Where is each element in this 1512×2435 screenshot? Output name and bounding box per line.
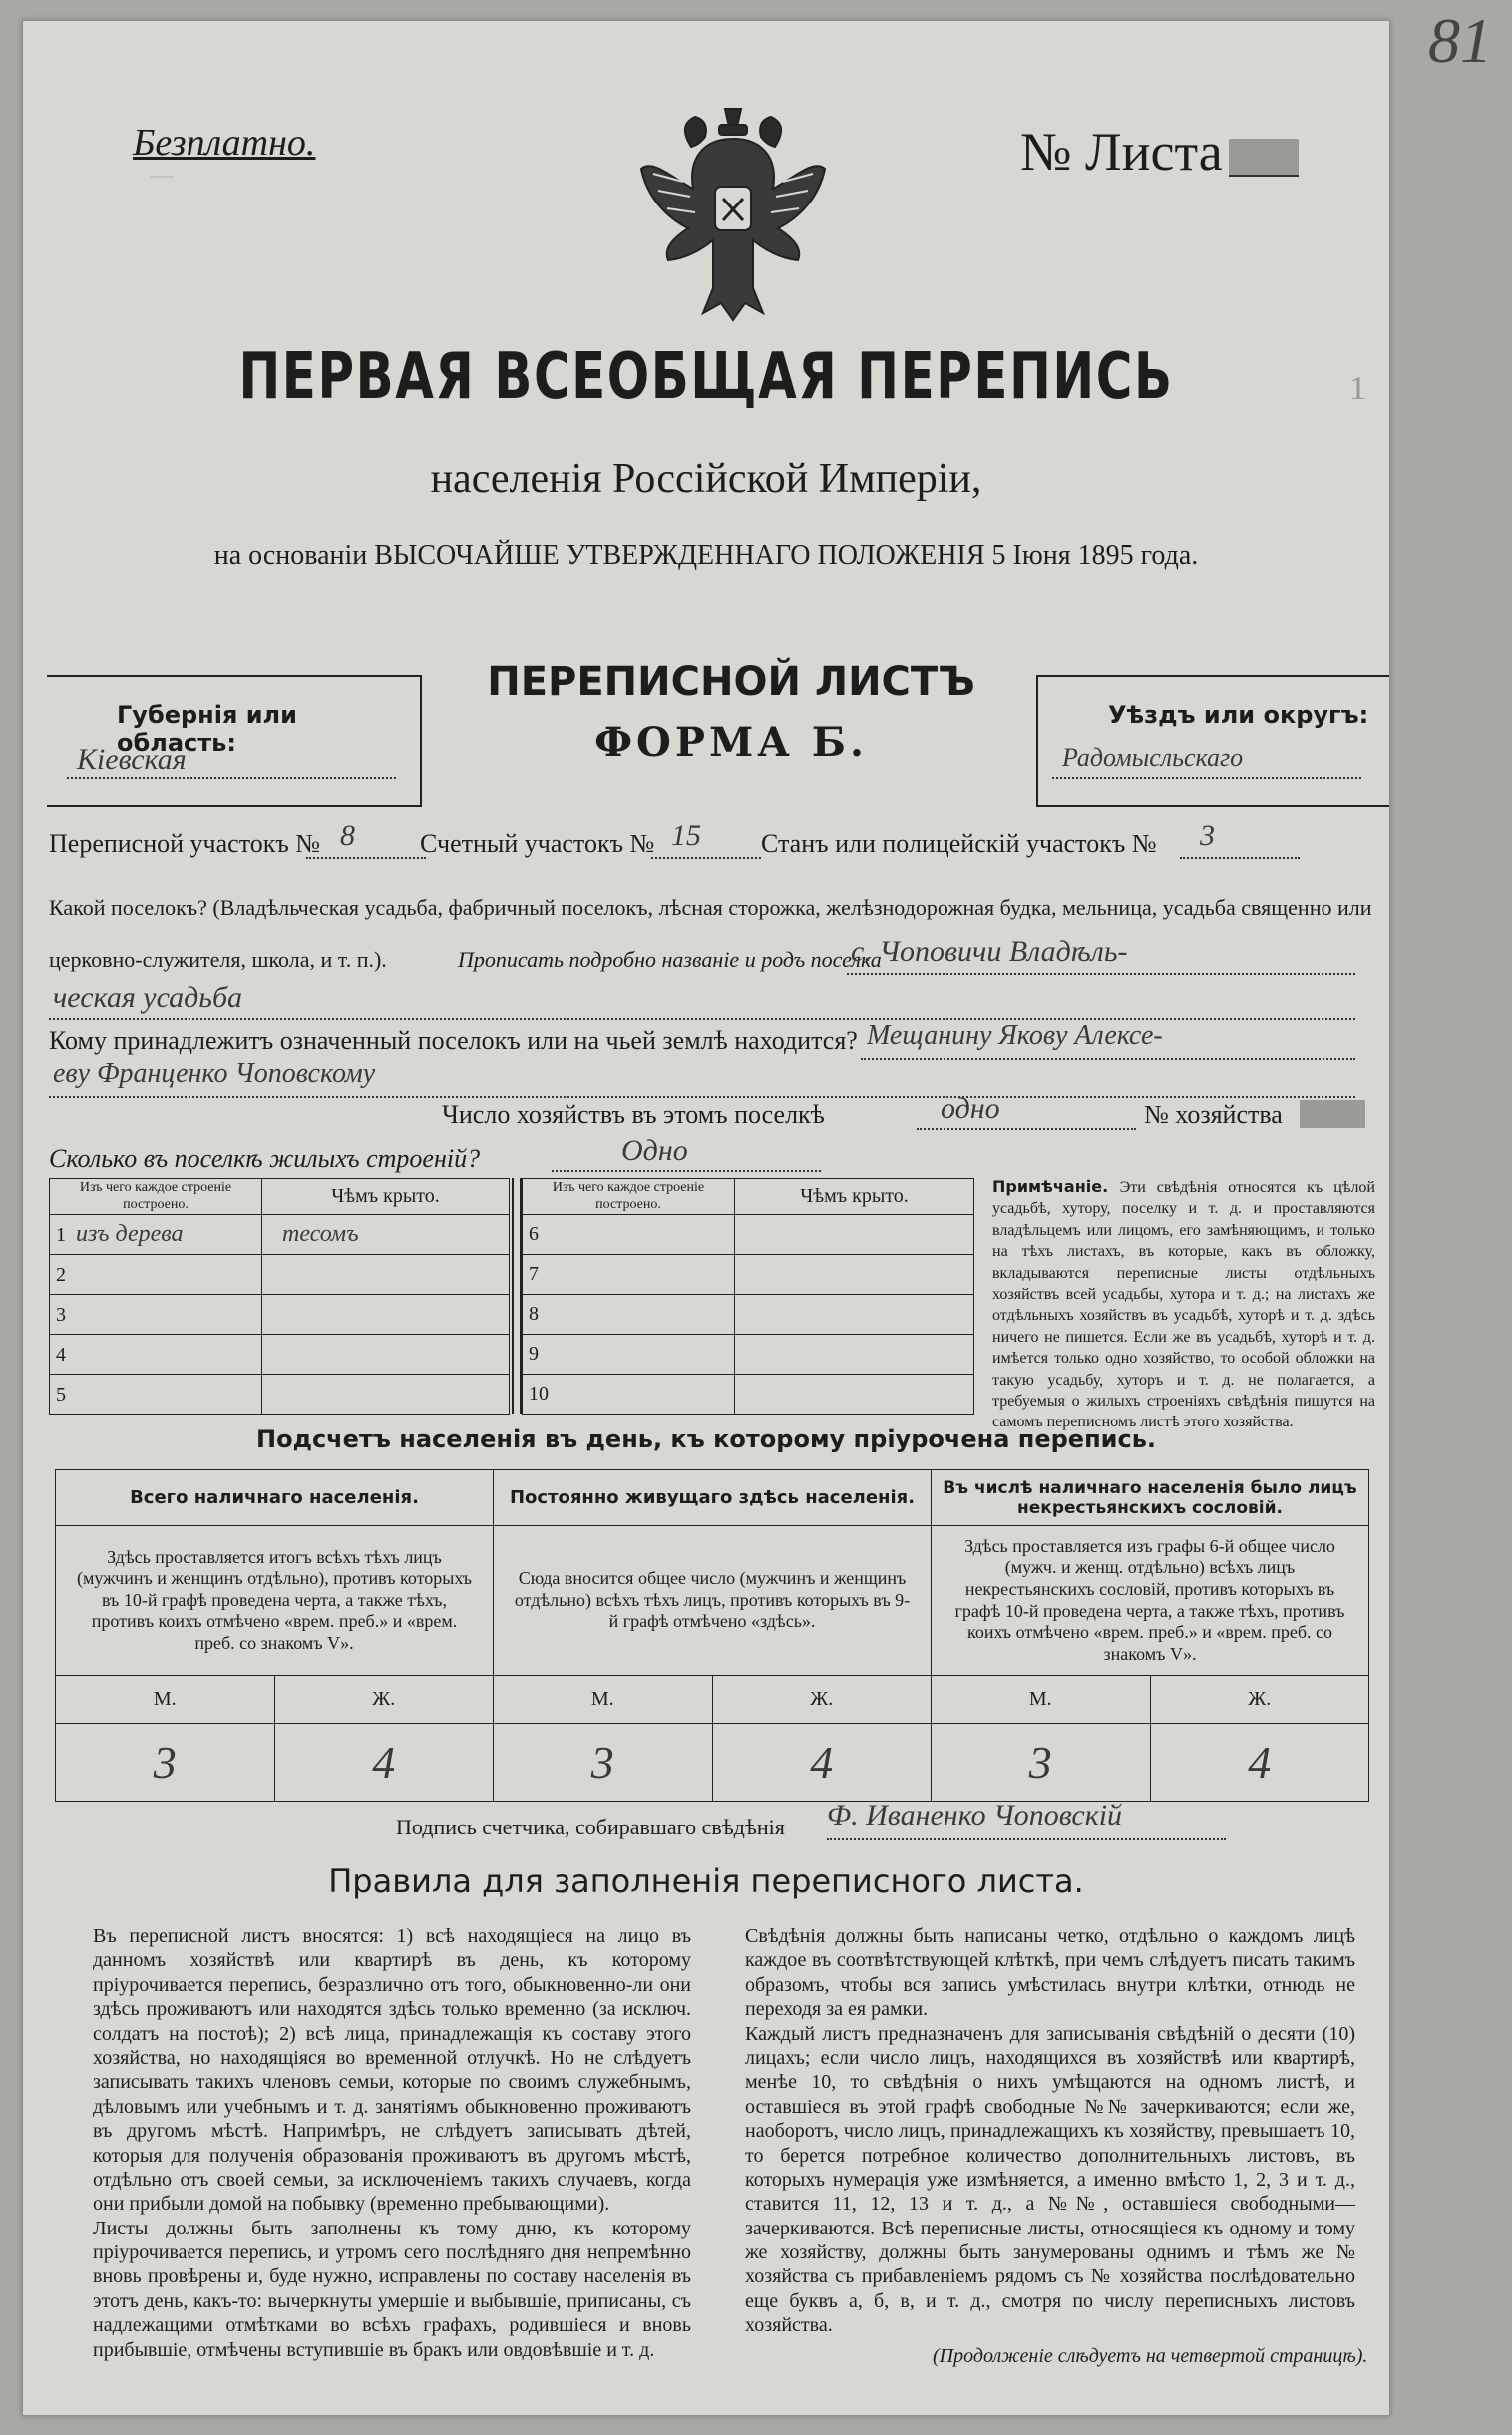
- census-section-value: 8: [340, 819, 355, 852]
- count-col2-text: Сюда вносится общее число (мужчинъ и женщинъ отдѣльно) всѣхъ тѣхъ лицъ, противъ которыхъ въ 9-й графѣ отмѣчено «здѣсь».: [494, 1526, 932, 1676]
- households-label: Число хозяйствъ въ этомъ поселкѣ: [442, 1100, 825, 1129]
- counting-section-label: Счетный участокъ №: [420, 829, 655, 858]
- census-section-line: [306, 857, 426, 859]
- building-row: [523, 1255, 974, 1295]
- count-value: 4: [712, 1724, 932, 1802]
- building-roof-value: [262, 1255, 510, 1295]
- bleed-through-text: —: [151, 162, 173, 187]
- building-row: [50, 1215, 510, 1255]
- building-roof-cell: [735, 1335, 974, 1375]
- province-label: Губернія или область:: [117, 701, 297, 757]
- owner-line-2: [49, 1096, 1355, 1098]
- count-value: 3: [56, 1724, 275, 1802]
- owner-value-1: Мещанину Якову Алексе-: [867, 1020, 1163, 1051]
- rules-left-column: Въ переписной листъ вносятся: 1) всѣ находящіеся на лицо въ данномъ хозяйствѣ или квартирѣ въ день, къ которому пріурочивается перепись, безразлично отъ того, обыкновенно-ли они здѣсь проживаютъ или находятся здѣсь только временно (за исключ. солдатъ на постоѣ); 2) всѣ лица, принадлежащія къ составу этого хозяйства, но находящіяся во временной отлучкѣ. Но не слѣдуетъ записывать такихъ членовъ семьи, которые по своимъ служебнымъ, дѣловымъ или учебнымъ и т. д. занятіямъ обыкновенно проживаютъ въ другомъ мѣстѣ. Напримѣръ, не слѣдуетъ записывать дѣтей, которыя для полученія образованія проживаютъ въ другомъ мѣстѣ, отдѣльно отъ своей семьи, за исключеніемъ такихъ случаевъ, когда они прибыли домой на побывку (временно пребывающими). Листы должны быть заполнены къ тому дню, къ которому пріурочивается перепись, и утромъ сего послѣдняго дня непремѣнно вновь провѣрены и, буде нужно, исправлены по составу населенія въ этотъ день, какъ-то: вычеркнуты умершіе и выбывшіе, приписаны, съ надлежащими отмѣтками во всѣхъ графахъ, родившіеся и вновь прибывшіе, отмѣчены вступившіе въ бракъ или овдовѣвшіе и т. д.: [93, 1925, 691, 2361]
- census-sheet: [22, 20, 1390, 2416]
- province-value: Кіевская: [77, 743, 187, 776]
- bleed-through-number: 1: [1349, 370, 1366, 407]
- counting-section-line: [651, 857, 761, 859]
- building-row: [50, 1375, 510, 1415]
- settlement-value-1: с. Чоповичи Владѣль-: [851, 935, 1128, 968]
- col-roof-header: Чѣмъ крыто.: [262, 1179, 510, 1215]
- building-row-number: 9: [523, 1335, 735, 1375]
- count-f-label-1: Ж.: [274, 1676, 494, 1724]
- census-section-label: Переписной участокъ №: [49, 829, 321, 858]
- count-value: 4: [274, 1724, 494, 1802]
- police-section-label: Станъ или полицейскій участокъ №: [761, 829, 1157, 858]
- building-row-number: 6: [523, 1215, 735, 1255]
- rules-right-column: Свѣдѣнія должны быть написаны четко, отдѣльно о каждомъ лицѣ каждое въ соотвѣтствующей клѣткѣ, при чемъ слѣдуетъ писать такимъ образомъ, чтобы вся запись умѣстилась внутри клѣтки, отнюдь не переходя за ея рамки. Каждый листъ предназначенъ для записыванія свѣдѣній о десяти (10) лицахъ; если число лицъ, находящихся въ хозяйствѣ или квартирѣ, менѣе 10, то свѣдѣнія о нихъ умѣщаются на одномъ листѣ, и оставшіеся въ этой графѣ свободные №№ зачеркиваются; если же, наоборотъ, число лицъ, принадлежащихъ къ хозяйству, превышаетъ 10, то берется потребное количество дополнительныхъ листовъ, въ которыхъ нумерація уже измѣняется, а именно вмѣсто 1, 2, 3 и т. д., ставится 11, 12, 13 и т. д., а №№, оставшіеся свободными—зачеркиваются. Всѣ переписные листы, относящіеся къ одному и тому же хозяйству, должны быть занумерованы однимъ и тѣмъ же № хозяйства съ прибавленіемъ рядомъ съ № хозяйства послѣдовательно еще буквъ а, б, в, и т. д., смотря по числу переписныхъ листовъ хозяйства.: [745, 1925, 1355, 2337]
- households-value: одно: [941, 1092, 1000, 1125]
- count-value: 4: [1150, 1724, 1369, 1802]
- police-section-line: [1180, 857, 1300, 859]
- building-roof-value: [262, 1295, 510, 1335]
- archive-folio-number: 81: [1428, 5, 1492, 76]
- building-row: [50, 1335, 510, 1375]
- count-col3-head: Въ числѣ наличнаго населенія было лицъ некрестьянскихъ сословій.: [932, 1470, 1369, 1526]
- building-row: [50, 1295, 510, 1335]
- count-col1-text: Здѣсь проставляется итогъ всѣхъ тѣхъ лицъ (мужчинъ и женщинъ отдѣльно), противъ которыхъ въ 10-й графѣ проведена черта, а также тѣхъ, противъ коихъ отмѣчено «врем. преб.» и «врем. преб. со знакомъ V».: [56, 1526, 494, 1676]
- building-row: [523, 1335, 974, 1375]
- building-material-value: изъ дерева: [76, 1220, 184, 1247]
- building-row-number: 7: [523, 1255, 735, 1295]
- building-row-number: 1: [56, 1223, 66, 1246]
- note-block: [992, 1176, 1375, 1432]
- census-title: ПЕРВАЯ ВСЕОБЩАЯ ПЕРЕПИСЬ: [238, 340, 1174, 414]
- buildings-label: Сколько въ поселкѣ жилыхъ строеній?: [49, 1144, 481, 1173]
- col-roof-header-right: Чѣмъ крыто.: [735, 1179, 974, 1215]
- note-text: Эти свѣдѣнія относятся къ цѣлой усадьбѣ, хутору, поселку и т. д. и проставляются владѣльцемъ или лицомъ, его замѣняющимъ, и только на тѣхъ листахъ, въ которые, какъ въ обложку, вкладываются переписные листы отдѣльныхъ хозяйствъ всей усадьбы, хутора и т. д.; на листахъ же отдѣльныхъ хозяйствъ въ усадьбѣ, хуторѣ и т. д. здѣсь ничего не пишется. Если же въ усадьбѣ, хуторѣ и т. д. имѣется только одно хозяйство, то особой обложки на такую усадьбу, хуторъ и т. д. не полагается, а требуемыя о жилыхъ строеніяхъ свѣдѣнія пишутся на самомъ переписномъ листѣ этого хозяйства.: [992, 1179, 1375, 1431]
- building-material-cell: [50, 1295, 262, 1335]
- building-row-number: 10: [523, 1375, 735, 1415]
- building-row-number: 3: [56, 1303, 66, 1326]
- district-value: Радомысльскаго: [1062, 743, 1244, 772]
- count-f-label-2: Ж.: [712, 1676, 932, 1724]
- count-col2-head: Постоянно живущаго здѣсь населенія.: [494, 1470, 932, 1526]
- settlement-question-2: церковно-служителя, школа, и т. п.).: [49, 947, 387, 972]
- count-col1-head: Всего наличнаго населенія.: [56, 1470, 494, 1526]
- building-roof-cell: [735, 1215, 974, 1255]
- building-roof-cell: [735, 1375, 974, 1415]
- province-box: [47, 675, 422, 807]
- sheet-number: [1020, 121, 1299, 183]
- building-row-number: 5: [56, 1383, 66, 1406]
- building-row: [50, 1255, 510, 1295]
- form-title-block: [442, 659, 1020, 766]
- count-m-label-2: М.: [494, 1676, 713, 1724]
- sheet-title: ПЕРЕПИСНОЙ ЛИСТЪ: [487, 659, 975, 705]
- building-roof-cell: [735, 1295, 974, 1335]
- owner-line-1: [861, 1058, 1355, 1060]
- building-roof-value: [262, 1335, 510, 1375]
- count-col3-text: Здѣсь проставляется изъ графы 6-й общее число (мужч. и женщ. отдѣльно) всѣхъ лицъ некрестьянскихъ сословій, противъ которыхъ въ графѣ 10-й проведена черта, а также тѣхъ, противъ коихъ отмѣчено «врем. преб.» и «врем. преб. со знакомъ V».: [932, 1526, 1369, 1676]
- census-decree: на основаніи ВЫСОЧАЙШЕ УТВЕРЖДЕННАГО ПОЛОЖЕНІЯ 5 Іюня 1895 года.: [213, 540, 1199, 571]
- counting-section-value: 15: [671, 819, 701, 852]
- count-f-label-3: Ж.: [1150, 1676, 1369, 1724]
- signature-label: Подпись счетчика, собиравшаго свѣдѣнія: [396, 1815, 785, 1839]
- table-divider: [512, 1178, 522, 1414]
- buildings-table-right: [522, 1178, 974, 1415]
- free-label: Безплатно.: [133, 122, 316, 164]
- owner-question: Кому принадлежитъ означенный поселокъ или на чьей землѣ находится?: [49, 1026, 858, 1055]
- rules-title: Правила для заполненія переписного листа.: [328, 1862, 1084, 1900]
- count-m-label-3: М.: [932, 1676, 1151, 1724]
- col-material-header-right: Изъ чего каждое строеніе построено.: [523, 1179, 735, 1215]
- buildings-value: Одно: [621, 1134, 688, 1167]
- sheet-number-value: [1229, 139, 1299, 177]
- count-title: Подсчетъ населенія въ день, къ которому пріурочена перепись.: [256, 1425, 1156, 1453]
- district-line: [1052, 777, 1361, 779]
- count-value: 3: [932, 1724, 1151, 1802]
- household-no-label: № хозяйства: [1144, 1100, 1283, 1129]
- signature-value: Ф. Иваненко Чоповскій: [827, 1799, 1123, 1831]
- building-row: [523, 1215, 974, 1255]
- households-line: [917, 1128, 1136, 1130]
- building-material-cell: [50, 1255, 262, 1295]
- police-section-value: 3: [1200, 819, 1215, 852]
- count-value: 3: [494, 1724, 713, 1802]
- building-roof-cell: [735, 1255, 974, 1295]
- building-row-number: 4: [56, 1343, 66, 1366]
- district-box: [1036, 675, 1389, 807]
- census-subtitle: населенія Россійской Имперіи,: [430, 456, 982, 502]
- district-label: Уѣздъ или округъ:: [1108, 701, 1369, 729]
- building-roof-value: тесомъ: [262, 1215, 510, 1255]
- settlement-question: Какой поселокъ? (Владѣльческая усадьба, фабричный поселокъ, лѣсная сторожка, желѣзнодорожная будка, мельница, усадьба священно или: [49, 895, 1372, 920]
- province-line: [67, 777, 396, 779]
- settlement-value-2: ческая усадьба: [53, 981, 243, 1014]
- form-title: ФОРМА Б.: [594, 719, 868, 766]
- building-material-cell: [50, 1335, 262, 1375]
- buildings-table-left: [49, 1178, 510, 1415]
- building-row: [523, 1375, 974, 1415]
- building-row-number: 8: [523, 1295, 735, 1335]
- rules-continuation: (Продолженіе слѣдуетъ на четвертой страницѣ).: [933, 2345, 1368, 2367]
- buildings-line: [552, 1170, 821, 1172]
- settlement-instruction: Прописать подробно названіе и родъ поселка: [458, 947, 882, 972]
- population-count-table: [55, 1469, 1369, 1802]
- count-m-label-1: М.: [56, 1676, 275, 1724]
- sheet-number-label: № Листа: [1020, 122, 1223, 182]
- double-headed-eagle-icon: [633, 99, 833, 328]
- building-material-cell: [50, 1215, 262, 1255]
- signature-line: [827, 1838, 1226, 1840]
- building-roof-value: [262, 1375, 510, 1415]
- building-row: [523, 1295, 974, 1335]
- building-material-cell: [50, 1375, 262, 1415]
- household-no-redaction: [1300, 1100, 1365, 1128]
- settlement-line-1: [847, 973, 1355, 975]
- owner-value-2: еву Франценко Чоповскому: [53, 1058, 376, 1089]
- building-row-number: 2: [56, 1263, 66, 1286]
- note-title: Примѣчаніе.: [992, 1177, 1109, 1196]
- col-material-header: Изъ чего каждое строеніе построено.: [50, 1179, 262, 1215]
